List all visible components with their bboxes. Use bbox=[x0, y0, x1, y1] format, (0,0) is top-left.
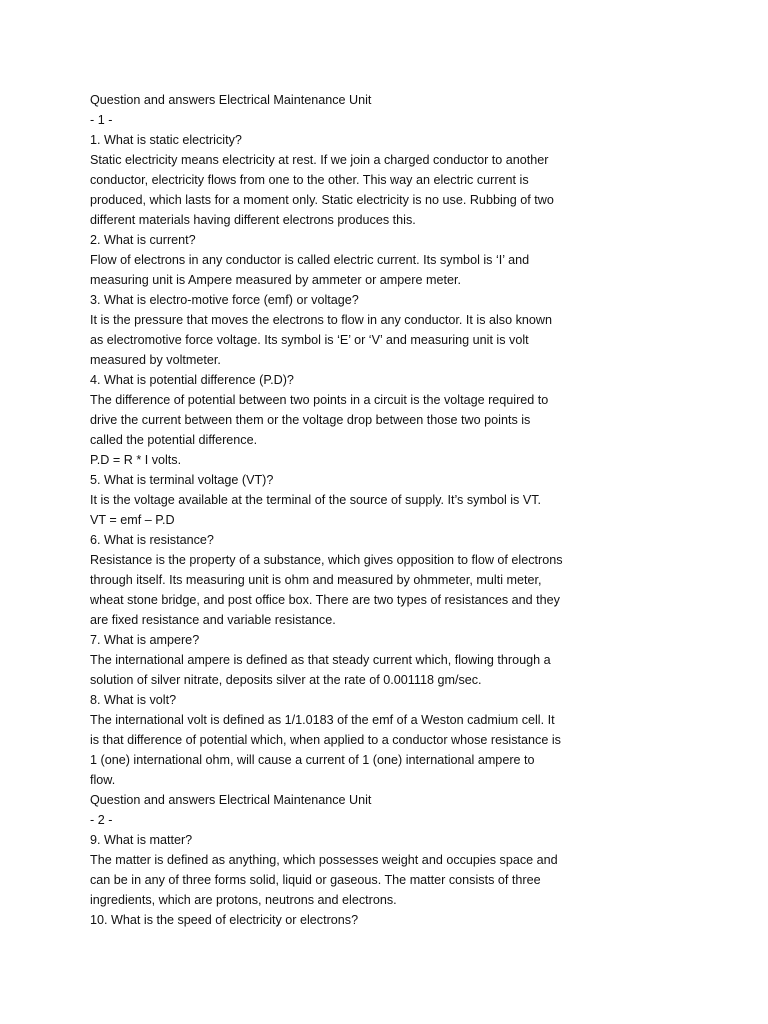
text-line: 2. What is current? bbox=[90, 233, 196, 247]
text-line: Question and answers Electrical Maintenance Unit bbox=[90, 793, 372, 807]
text-line: measuring unit is Ampere measured by ammeter or ampere meter. bbox=[90, 273, 461, 287]
text-line: can be in any of three forms solid, liquid or gaseous. The matter consists of three bbox=[90, 873, 541, 887]
text-line: The matter is defined as anything, which possesses weight and occupies space and bbox=[90, 853, 558, 867]
text-line: measured by voltmeter. bbox=[90, 353, 221, 367]
text-line: The international volt is defined as 1/1.0183 of the emf of a Weston cadmium cell. It bbox=[90, 713, 555, 727]
text-line: 6. What is resistance? bbox=[90, 533, 214, 547]
text-line: 5. What is terminal voltage (VT)? bbox=[90, 473, 274, 487]
text-line: Question and answers Electrical Maintenance Unit bbox=[90, 93, 372, 107]
text-line: solution of silver nitrate, deposits silver at the rate of 0.001118 gm/sec. bbox=[90, 673, 482, 687]
text-line: 1. What is static electricity? bbox=[90, 133, 242, 147]
text-line: 9. What is matter? bbox=[90, 833, 193, 847]
text-line: different materials having different electrons produces this. bbox=[90, 213, 416, 227]
text-line: flow. bbox=[90, 773, 116, 787]
text-line: Static electricity means electricity at rest. If we join a charged conductor to another bbox=[90, 153, 549, 167]
text-line: The difference of potential between two points in a circuit is the voltage required to bbox=[90, 393, 549, 407]
text-line: 8. What is volt? bbox=[90, 693, 177, 707]
text-line: The international ampere is defined as that steady current which, flowing through a bbox=[90, 653, 551, 667]
text-line: VT = emf – P.D bbox=[90, 513, 175, 527]
text-line: Flow of electrons in any conductor is called electric current. Its symbol is ‘I’ and bbox=[90, 253, 530, 267]
text-line: P.D = R * I volts. bbox=[90, 453, 182, 467]
text-line: wheat stone bridge, and post office box. There are two types of resistances and they bbox=[90, 593, 560, 607]
text-line: 4. What is potential difference (P.D)? bbox=[90, 373, 294, 387]
text-line: - 1 - bbox=[90, 113, 113, 127]
text-line: as electromotive force voltage. Its symbol is ‘E’ or ‘V’ and measuring unit is volt bbox=[90, 333, 529, 347]
text-line: Resistance is the property of a substance, which gives opposition to flow of electrons bbox=[90, 553, 563, 567]
text-line: is that difference of potential which, when applied to a conductor whose resistance is bbox=[90, 733, 561, 747]
text-line: 10. What is the speed of electricity or electrons? bbox=[90, 913, 359, 927]
text-line: It is the voltage available at the terminal of the source of supply. It’s symbol is VT. bbox=[90, 493, 542, 507]
text-line: ingredients, which are protons, neutrons and electrons. bbox=[90, 893, 397, 907]
text-line: - 2 - bbox=[90, 813, 113, 827]
text-line: produced, which lasts for a moment only. Static electricity is no use. Rubbing of two bbox=[90, 193, 554, 207]
text-line: It is the pressure that moves the electrons to flow in any conductor. It is also known bbox=[90, 313, 553, 327]
text-line: are fixed resistance and variable resistance. bbox=[90, 613, 336, 627]
text-line: 7. What is ampere? bbox=[90, 633, 200, 647]
document-body bbox=[90, 90, 590, 930]
text-line: drive the current between them or the voltage drop between those two points is bbox=[90, 413, 531, 427]
text-line: 1 (one) international ohm, will cause a current of 1 (one) international ampere to bbox=[90, 753, 535, 767]
text-line: conductor, electricity flows from one to the other. This way an electric current is bbox=[90, 173, 529, 187]
text-line: through itself. Its measuring unit is ohm and measured by ohmmeter, multi meter, bbox=[90, 573, 542, 587]
text-line: called the potential difference. bbox=[90, 433, 258, 447]
text-line: 3. What is electro-motive force (emf) or voltage? bbox=[90, 293, 359, 307]
